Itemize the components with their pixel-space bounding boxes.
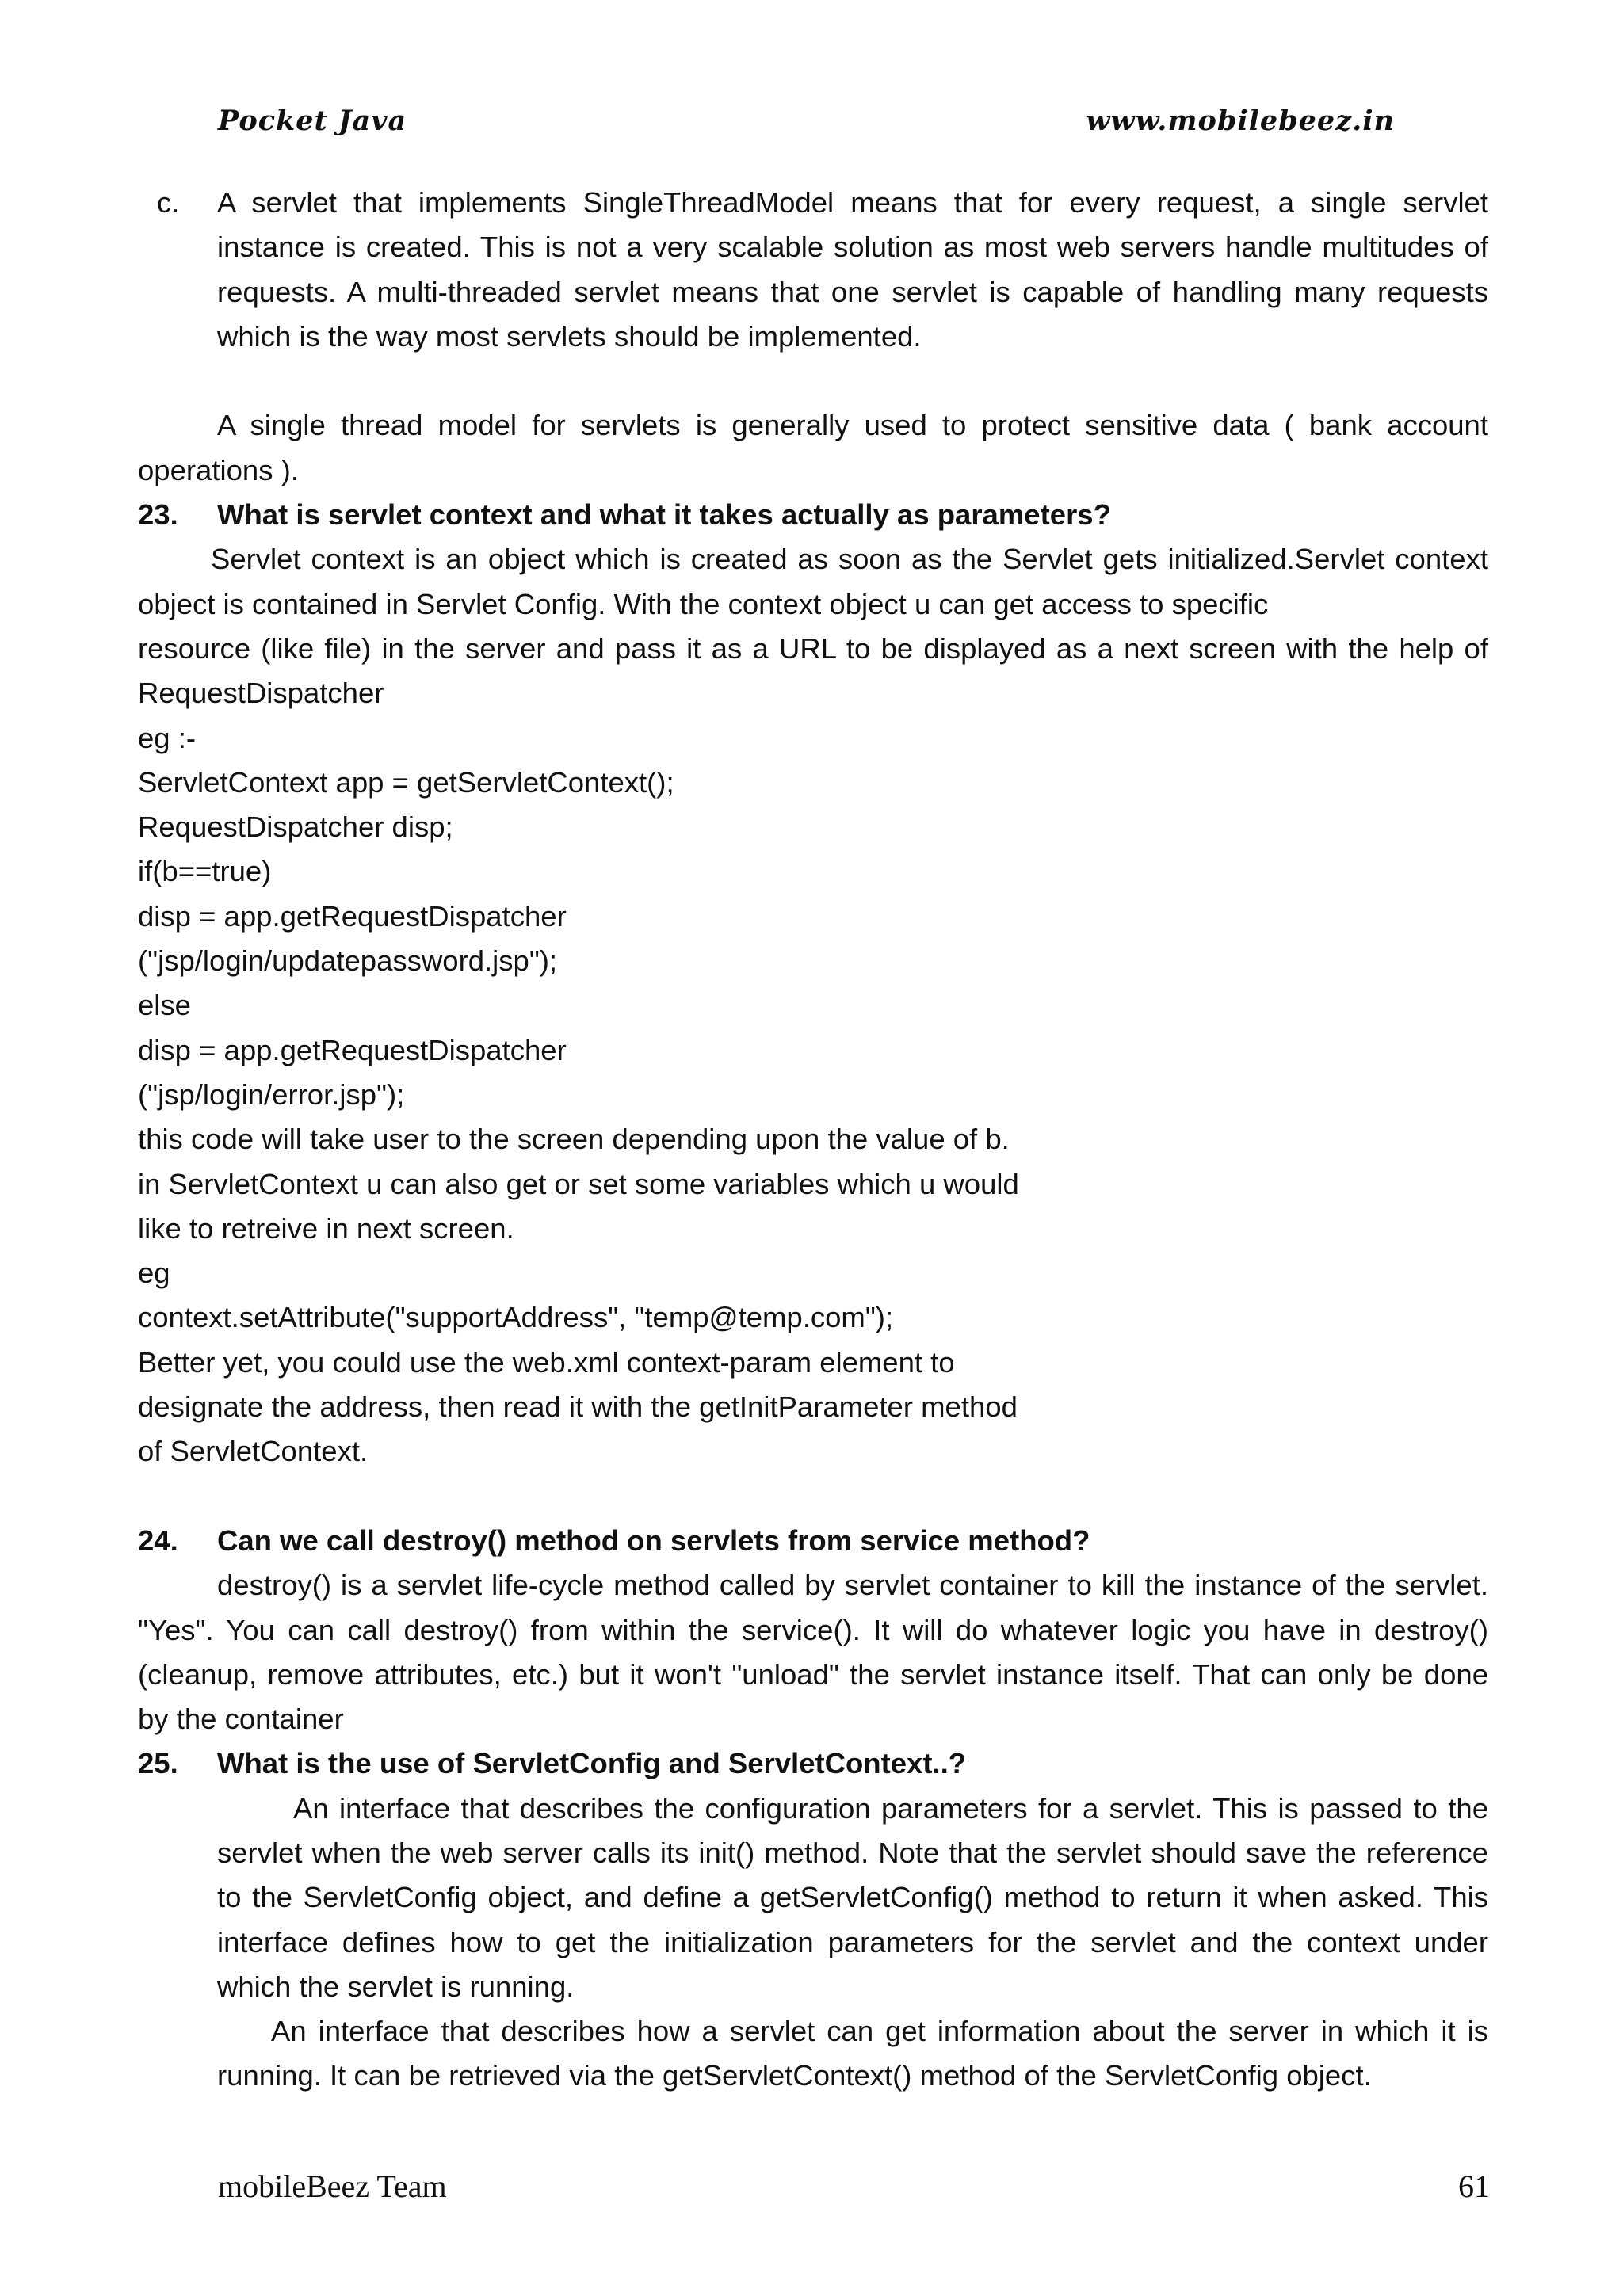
code-line: disp = app.getRequestDispatcher [138, 1033, 567, 1066]
text-line: interface defines how to get the initialization parameters for the servlet and the context under [217, 1925, 1488, 1958]
question-number: 24. [138, 1524, 178, 1557]
question-heading [138, 493, 1488, 537]
question-number: 25. [138, 1747, 178, 1780]
spacer [138, 359, 1488, 403]
text-line: by the container [138, 1703, 344, 1736]
code-line: if(b==true) [138, 855, 272, 888]
code-line: of ServletContext. [138, 1435, 369, 1468]
question-heading [138, 1741, 1488, 1786]
code-line: designate the address, then read it with the getInitParameter method [138, 1390, 1018, 1424]
list-marker: c. [157, 186, 180, 219]
text-line: servlet when the web server calls its init() method. Note that the servlet should save the reference [217, 1836, 1488, 1869]
code-line: ServletContext app = getServletContext(); [138, 765, 674, 799]
text-line: "Yes". You can call destroy() from within the service(). It will do whatever logic you have in destroy() [138, 1613, 1488, 1646]
code-line: context.setAttribute("supportAddress", "temp@temp.com"); [138, 1301, 894, 1334]
answer-block [138, 1787, 1488, 2099]
spacer [138, 1474, 1488, 1519]
page-number: 61 [1458, 2168, 1490, 2204]
footer-team: mobileBeez Team [218, 2168, 447, 2204]
text-line: resource (like file) in the server and pass it as a URL to be displayed as a next screen with the help of [138, 631, 1488, 665]
code-line: ("jsp/login/updatepassword.jsp"); [138, 944, 558, 978]
text-line: (cleanup, remove attributes, etc.) but it won't "unload" the servlet instance itself. That can only be done [138, 1657, 1488, 1691]
text-line: which the servlet is running. [217, 1970, 575, 2003]
text-line: object is contained in Servlet Config. With the context object u can get access to specific [138, 587, 1269, 620]
text-line: RequestDispatcher [138, 677, 384, 710]
code-line: in ServletContext u can also get or set some variables which u would [138, 1167, 1019, 1200]
code-line: ("jsp/login/error.jsp"); [138, 1077, 405, 1111]
text-line: Servlet context is an object which is created as soon as the Servlet gets initialized.Servlet context [211, 543, 1488, 576]
text-line: operations ). [138, 453, 299, 486]
code-line: this code will take user to the screen depending upon the value of b. [138, 1123, 1010, 1156]
text-line: A servlet that implements SingleThreadModel means that for every request, a single servlet [217, 186, 1488, 219]
text-line: requests. A multi-threaded servlet means that one servlet is capable of handling many requests [217, 275, 1488, 308]
list-item-c [138, 181, 1488, 359]
question-text: What is the use of ServletConfig and ServletContext..? [217, 1747, 967, 1780]
text-line: running. It can be retrieved via the getServletContext() method of the ServletConfig object. [217, 2059, 1372, 2092]
code-line: else [138, 989, 191, 1022]
code-line: RequestDispatcher disp; [138, 810, 453, 844]
question-number: 23. [138, 498, 178, 532]
question-text: What is servlet context and what it takes actually as parameters? [217, 498, 1111, 532]
code-line: like to retreive in next screen. [138, 1211, 514, 1245]
text-line: An interface that describes how a servlet can get information about the server in which it is [271, 2015, 1488, 2048]
page-body [138, 181, 1488, 2099]
code-line: Better yet, you could use the web.xml context-param element to [138, 1345, 955, 1379]
header-website: www.mobilebeez.in [1086, 105, 1395, 137]
text-line: An interface that describes the configuration parameters for a servlet. This is passed to the [293, 1791, 1488, 1825]
text-line: instance is created. This is not a very scalable solution as most web servers handle multitudes of [217, 231, 1488, 264]
text-line: A single thread model for servlets is generally used to protect sensitive data ( bank account [217, 409, 1488, 442]
text-line: destroy() is a servlet life-cycle method called by servlet container to kill the instance of the servlet. [217, 1569, 1488, 1602]
text-line: to the ServletConfig object, and define a getServletConfig() method to return it when asked. This [217, 1881, 1488, 1914]
code-line: disp = app.getRequestDispatcher [138, 899, 567, 933]
text-line: which is the way most servlets should be implemented. [217, 319, 922, 353]
code-line: eg [138, 1257, 170, 1290]
question-heading [138, 1519, 1488, 1563]
question-text: Can we call destroy() method on servlets from service method? [217, 1524, 1090, 1557]
header-book-title: Pocket Java [218, 105, 407, 137]
code-line: eg :- [138, 721, 197, 754]
